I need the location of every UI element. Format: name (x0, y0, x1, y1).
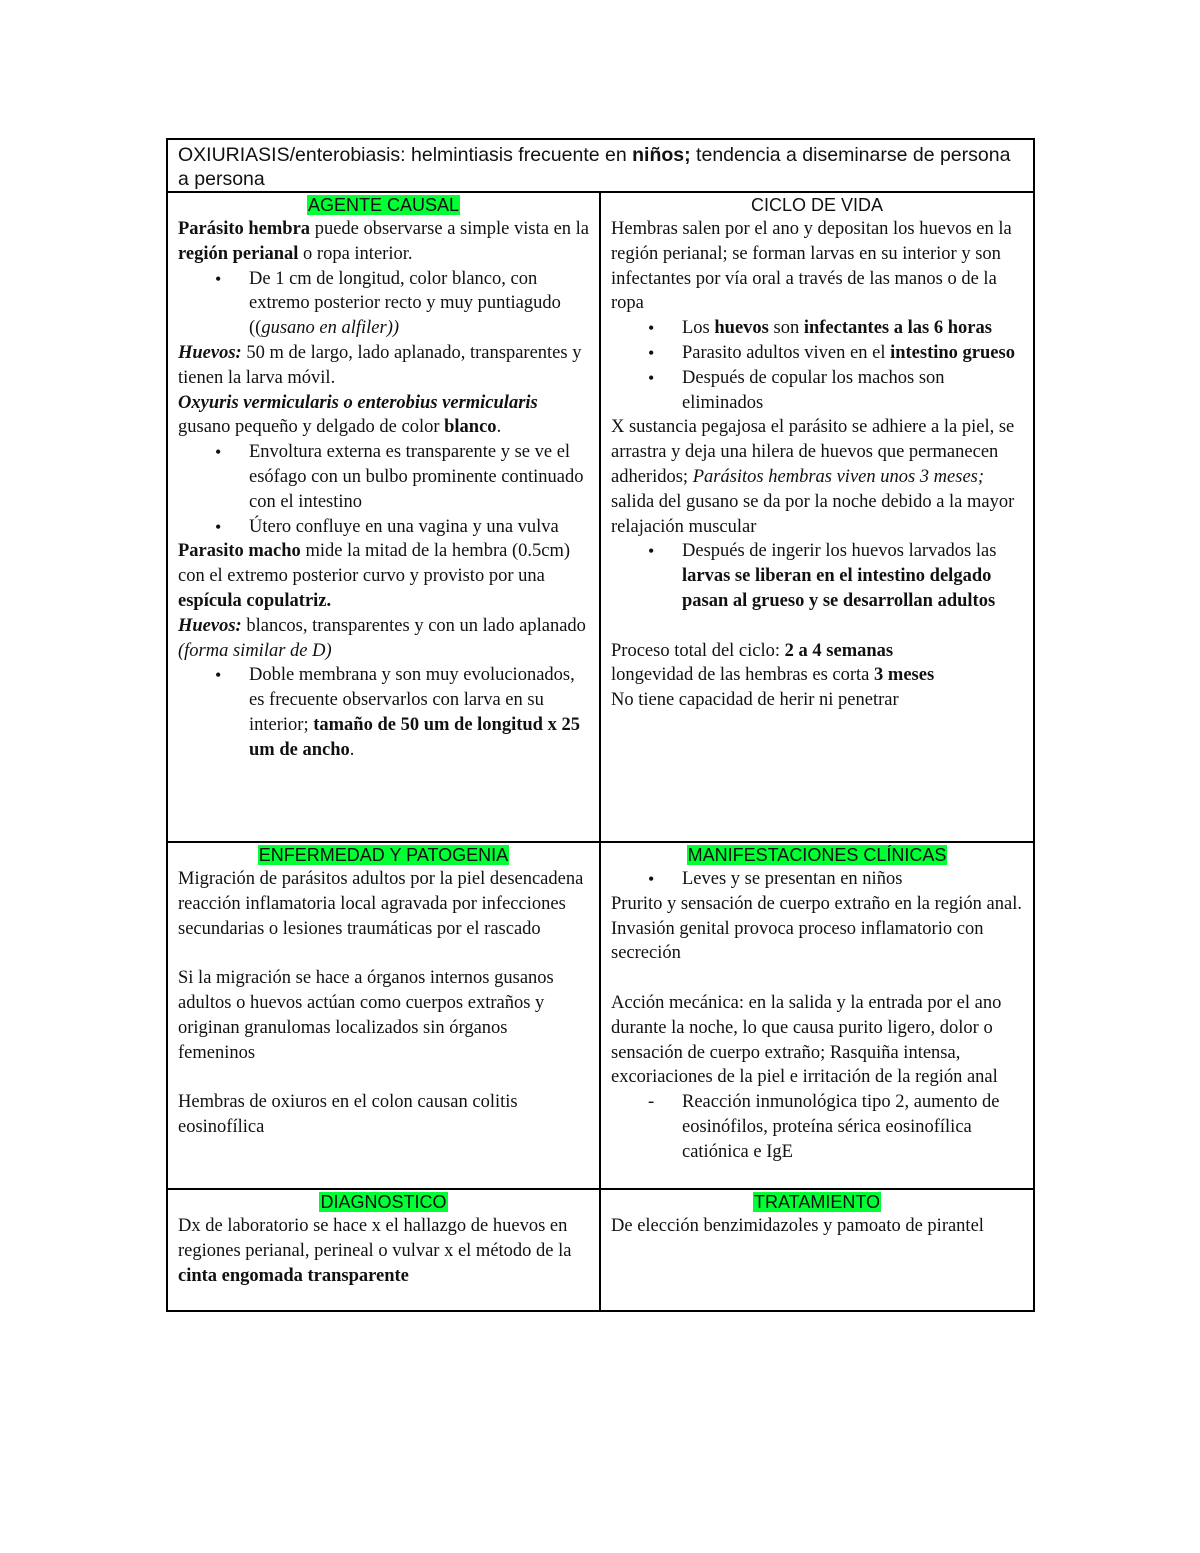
agente-p5: Huevos: blancos, transparentes y con un lado aplanado (forma similar de D) (178, 615, 586, 661)
list-item: - Reacción inmunológica tipo 2, aumento de eosinófilos, proteína sérica eosinofílica catiónica e IgE (682, 1090, 1023, 1164)
row-agente-ciclo (167, 192, 1034, 842)
ciclo-p4: longevidad de las hembras es corta 3 meses (611, 665, 935, 686)
agente-list-3 (178, 663, 589, 762)
title-bold: niños; (632, 144, 691, 166)
list-item: • Después de copular los machos son eliminados (682, 366, 1023, 416)
agente-list-2 (178, 440, 589, 539)
ciclo-p5: No tiene capacidad de herir ni penetrar (611, 690, 899, 711)
enfermedad-p3: Hembras de oxiuros en el colon causan colitis eosinofílica (178, 1092, 518, 1137)
tratamiento-header: TRATAMIENTO (754, 1192, 880, 1212)
spacer (178, 1065, 589, 1090)
agente-p3: Oxyuris vermicularis o enterobius vermicularis gusano pequeño y delgado de color blanco. (178, 392, 538, 438)
agente-p2: Huevos: 50 m de largo, lado aplanado, transparentes y tienen la larva móvil. (178, 342, 582, 388)
title-prefix: OXIURIASIS/enterobiasis: helmintiasis frecuente en (178, 144, 633, 166)
tratamiento-p1: De elección benzimidazoles y pamoato de pirantel (611, 1216, 984, 1236)
ciclo-p3: Proceso total del ciclo: 2 a 4 semanas (611, 640, 894, 661)
agente-p1: Parásito hembra puede observarse a simple vista en la región perianal o ropa interior. (178, 219, 590, 264)
list-item: • De 1 cm de longitud, color blanco, con extremo posterior recto y muy puntiagudo ((gusano en alfiler)) (249, 267, 589, 341)
list-item: • Doble membrana y son muy evolucionados, es frecuente observarlos con larva en su interior; tamaño de 50 um de longitud x 25 um de ancho. (249, 663, 589, 762)
manifestaciones-list-2 (611, 1090, 1023, 1164)
enfermedad-header: ENFERMEDAD Y PATOGENIA (258, 845, 509, 865)
list-item: • Los huevos son infectantes a las 6 horas (682, 316, 1023, 341)
list-item: • Parasito adultos viven en el intestino grueso (682, 341, 1023, 366)
ciclo-header: CICLO DE VIDA (750, 195, 884, 215)
title-cell (167, 139, 1034, 192)
agente-p4: Parasito macho mide la mitad de la hembra (0.5cm) con el extremo posterior curvo y provisto por una espícula copulatriz. (178, 541, 570, 611)
diagnostico-header: DIAGNOSTICO (320, 1192, 447, 1212)
ciclo-list-1 (611, 316, 1023, 415)
enfermedad-cell (167, 842, 600, 1189)
title-suffix: tendencia a diseminarse de persona a persona (178, 144, 1011, 190)
ciclo-p2: X sustancia pegajosa el parásito se adhiere a la piel, se arrastra y deja una hilera de huevos que permanecen adheridos; Parásitos hembras viven unos 3 meses; salida del gusano se da por la noche debido a la mayor relajación muscular (611, 417, 1015, 537)
manifestaciones-header: MANIFESTACIONES CLÍNICAS (687, 845, 947, 865)
diagnostico-p1: Dx de laboratorio se hace x el hallazgo de huevos en regiones perianal, perineal o vulvar x el método de la cinta engomada transparente (178, 1216, 572, 1286)
row-diagnostico-tratamiento (167, 1189, 1034, 1311)
ciclo-p1: Hembras salen por el ano y depositan los huevos en la región perianal; se forman larvas en su interior y son infectantes por vía oral a través de las manos o de la ropa (611, 219, 1012, 314)
spacer (611, 966, 1023, 991)
diagnostico-cell (167, 1189, 600, 1311)
list-item: • Útero confluye en una vagina y una vulva (249, 515, 589, 540)
list-item: • Después de ingerir los huevos larvados las larvas se liberan en el intestino delgado pasan al grueso y se desarrollan adultos (682, 539, 1023, 613)
manifestaciones-list-1 (611, 867, 1023, 892)
manifestaciones-p1: Prurito y sensación de cuerpo extraño en la región anal. Invasión genital provoca proceso inflamatorio con secreción (611, 893, 1022, 964)
oxiuriasis-table (166, 138, 1035, 1312)
ciclo-list-2 (611, 539, 1023, 613)
tratamiento-cell (600, 1189, 1034, 1311)
list-item: • Envoltura externa es transparente y se ve el esófago con un bulbo prominente continuado con el intestino (249, 440, 589, 514)
manifestaciones-cell (600, 842, 1034, 1189)
title-row (167, 139, 1034, 192)
spacer (611, 614, 1023, 639)
ciclo-cell (600, 192, 1034, 842)
row-enfermedad-manifestaciones (167, 842, 1034, 1189)
enfermedad-p2: Si la migración se hace a órganos internos gusanos adultos o huevos actúan como cuerpos extraños y originan granulomas localizados sin órganos femeninos (178, 968, 554, 1063)
manifestaciones-p2: Acción mecánica: en la salida y la entrada por el ano durante la noche, lo que causa purito ligero, dolor o sensación de cuerpo extraño; Rasquiña intensa, excoriaciones de la piel e irritación de la región anal (611, 992, 1002, 1088)
spacer (178, 941, 589, 966)
agente-header: AGENTE CAUSAL (307, 195, 460, 215)
agente-cell (167, 192, 600, 842)
agente-list-1 (178, 267, 589, 341)
enfermedad-p1: Migración de parásitos adultos por la piel desencadena reacción inflamatoria local agravada por infecciones secundarias o lesiones traumáticas por el rascado (178, 869, 584, 939)
list-item: • Leves y se presentan en niños (682, 867, 1023, 892)
